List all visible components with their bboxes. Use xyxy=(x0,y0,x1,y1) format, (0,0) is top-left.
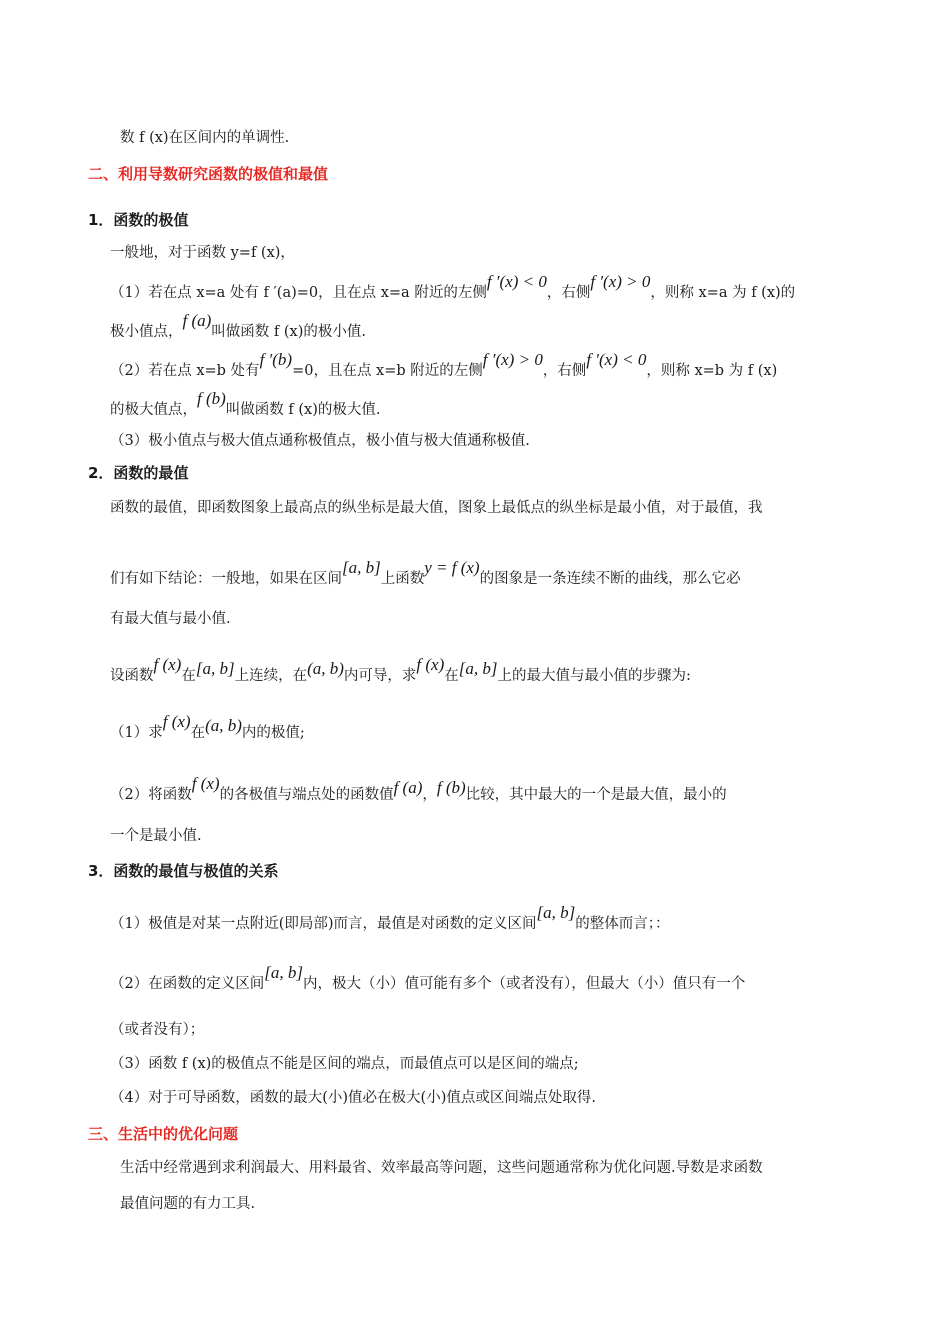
text-line: 数 f (x)在区间内的单调性. xyxy=(120,130,290,146)
math-expression: y = f (x) xyxy=(424,558,480,577)
text-fragment: 的各极值与端点处的函数值 xyxy=(219,787,394,803)
text-fragment: ，则称 x=a 为 f (x)的 xyxy=(650,285,796,301)
subheading: 1．函数的极值 xyxy=(88,211,189,229)
text-line xyxy=(110,712,305,743)
text-fragment: （2）若在点 x=b 处有 xyxy=(110,363,260,379)
text-line: 有最大值与最小值. xyxy=(110,611,231,627)
section-heading: 三、生活中的优化问题 xyxy=(88,1125,239,1143)
math-expression: f ′(x) > 0 xyxy=(482,350,543,369)
text-fragment: 比较，其中最大的一个是最大值，最小的 xyxy=(465,787,727,803)
text-line: 一般地，对于函数 y=f (x)， xyxy=(110,245,295,261)
subheading: 2．函数的最值 xyxy=(88,464,189,482)
text-line xyxy=(110,903,670,934)
text-line: （3）极小值点与极大值点通称极值点，极小值与极大值通称极值. xyxy=(110,433,530,449)
text-fragment: 叫做函数 f (x)的极大值. xyxy=(225,402,381,418)
text-line xyxy=(110,311,366,342)
text-line xyxy=(110,272,796,303)
math-expression: (a, b) xyxy=(205,716,242,735)
text-fragment: 上连续，在 xyxy=(234,668,308,684)
section-heading: 二、利用导数研究函数的极值和最值 xyxy=(88,165,329,183)
math-expression: [a, b] xyxy=(458,659,498,678)
text-line xyxy=(110,389,381,420)
math-expression: f (x) xyxy=(191,774,220,793)
text-line: （4）对于可导函数，函数的最大(小)值必在极大(小)值点或区间端点处取得. xyxy=(110,1090,596,1106)
math-expression: f (a) xyxy=(182,311,212,330)
text-fragment: =0，且在点 x=b 附近的左侧 xyxy=(292,363,483,379)
text-fragment: 的图象是一条连续不断的曲线，那么它必 xyxy=(479,571,741,587)
math-expression: f (x) xyxy=(153,655,182,674)
text-fragment: 的整体而言；： xyxy=(575,916,670,932)
text-line xyxy=(110,963,746,994)
math-expression: f ′(x) < 0 xyxy=(486,272,547,291)
text-line: 最值问题的有力工具. xyxy=(120,1196,256,1212)
text-line xyxy=(110,655,691,686)
math-expression: f (x) xyxy=(416,655,445,674)
text-fragment: 的极大值点， xyxy=(110,402,197,418)
text-fragment: （1）若在点 x=a 处有 f ′(a)=0，且在点 x=a 附近的左侧 xyxy=(110,285,487,301)
math-expression: f (x) xyxy=(162,712,191,731)
math-expression: [a, b] xyxy=(264,963,303,982)
text-fragment: 在 xyxy=(444,668,459,684)
text-fragment: ， xyxy=(422,787,437,803)
math-expression: f (b) xyxy=(436,778,466,797)
text-fragment: 内的极值; xyxy=(241,725,305,741)
text-line xyxy=(110,350,778,381)
math-expression: f ′(x) < 0 xyxy=(586,350,647,369)
math-expression: f ′(b) xyxy=(259,350,293,369)
text-fragment: 在 xyxy=(190,725,206,741)
math-expression: f ′(x) > 0 xyxy=(590,272,651,291)
text-fragment: （2）将函数 xyxy=(110,787,192,803)
text-line xyxy=(110,558,741,589)
text-fragment: ，右侧 xyxy=(546,285,591,301)
math-expression: f (b) xyxy=(197,389,226,408)
text-line: （3）函数 f (x)的极值点不能是区间的端点，而最值点可以是区间的端点; xyxy=(110,1056,579,1072)
subheading: 3．函数的最值与极值的关系 xyxy=(88,862,279,880)
text-fragment: 设函数 xyxy=(110,668,154,684)
text-fragment: （2）在函数的定义区间 xyxy=(110,976,265,992)
text-line: 生活中经常遇到求利润最大、用料最省、效率最高等问题，这些问题通常称为优化问题.导数是求函数 xyxy=(120,1160,763,1176)
text-fragment: 们有如下结论：一般地，如果在区间 xyxy=(110,571,342,587)
text-line: 函数的最值，即函数图象上最高点的纵坐标是最大值，图象上最低点的纵坐标是最小值，对于最值，我 xyxy=(110,500,763,516)
text-fragment: 上函数 xyxy=(380,571,425,587)
text-fragment: 在 xyxy=(181,668,196,684)
math-expression: [a, b] xyxy=(342,558,381,577)
text-fragment: 内，极大（小）值可能有多个（或者没有），但最大（小）值只有一个 xyxy=(302,976,746,992)
text-fragment: 叫做函数 f (x)的极小值. xyxy=(211,324,366,340)
text-fragment: （1）求 xyxy=(110,725,163,741)
text-line xyxy=(110,774,727,805)
math-expression: [a, b] xyxy=(536,903,576,922)
text-fragment: ，右侧 xyxy=(542,363,587,379)
text-line: 一个是最小值. xyxy=(110,828,202,844)
math-expression: (a, b) xyxy=(307,659,344,678)
text-fragment: 极小值点， xyxy=(110,324,183,340)
math-expression: f (a) xyxy=(393,778,423,797)
text-fragment: ，则称 x=b 为 f (x) xyxy=(646,363,778,379)
math-expression: [a, b] xyxy=(195,659,235,678)
text-fragment: 内可导，求 xyxy=(343,668,417,684)
text-fragment: （1）极值是对某一点附近(即局部)而言，最值是对函数的定义区间 xyxy=(110,916,537,932)
text-line: （或者没有）； xyxy=(110,1022,205,1038)
text-fragment: 上的最大值与最小值的步骤为: xyxy=(497,668,691,684)
